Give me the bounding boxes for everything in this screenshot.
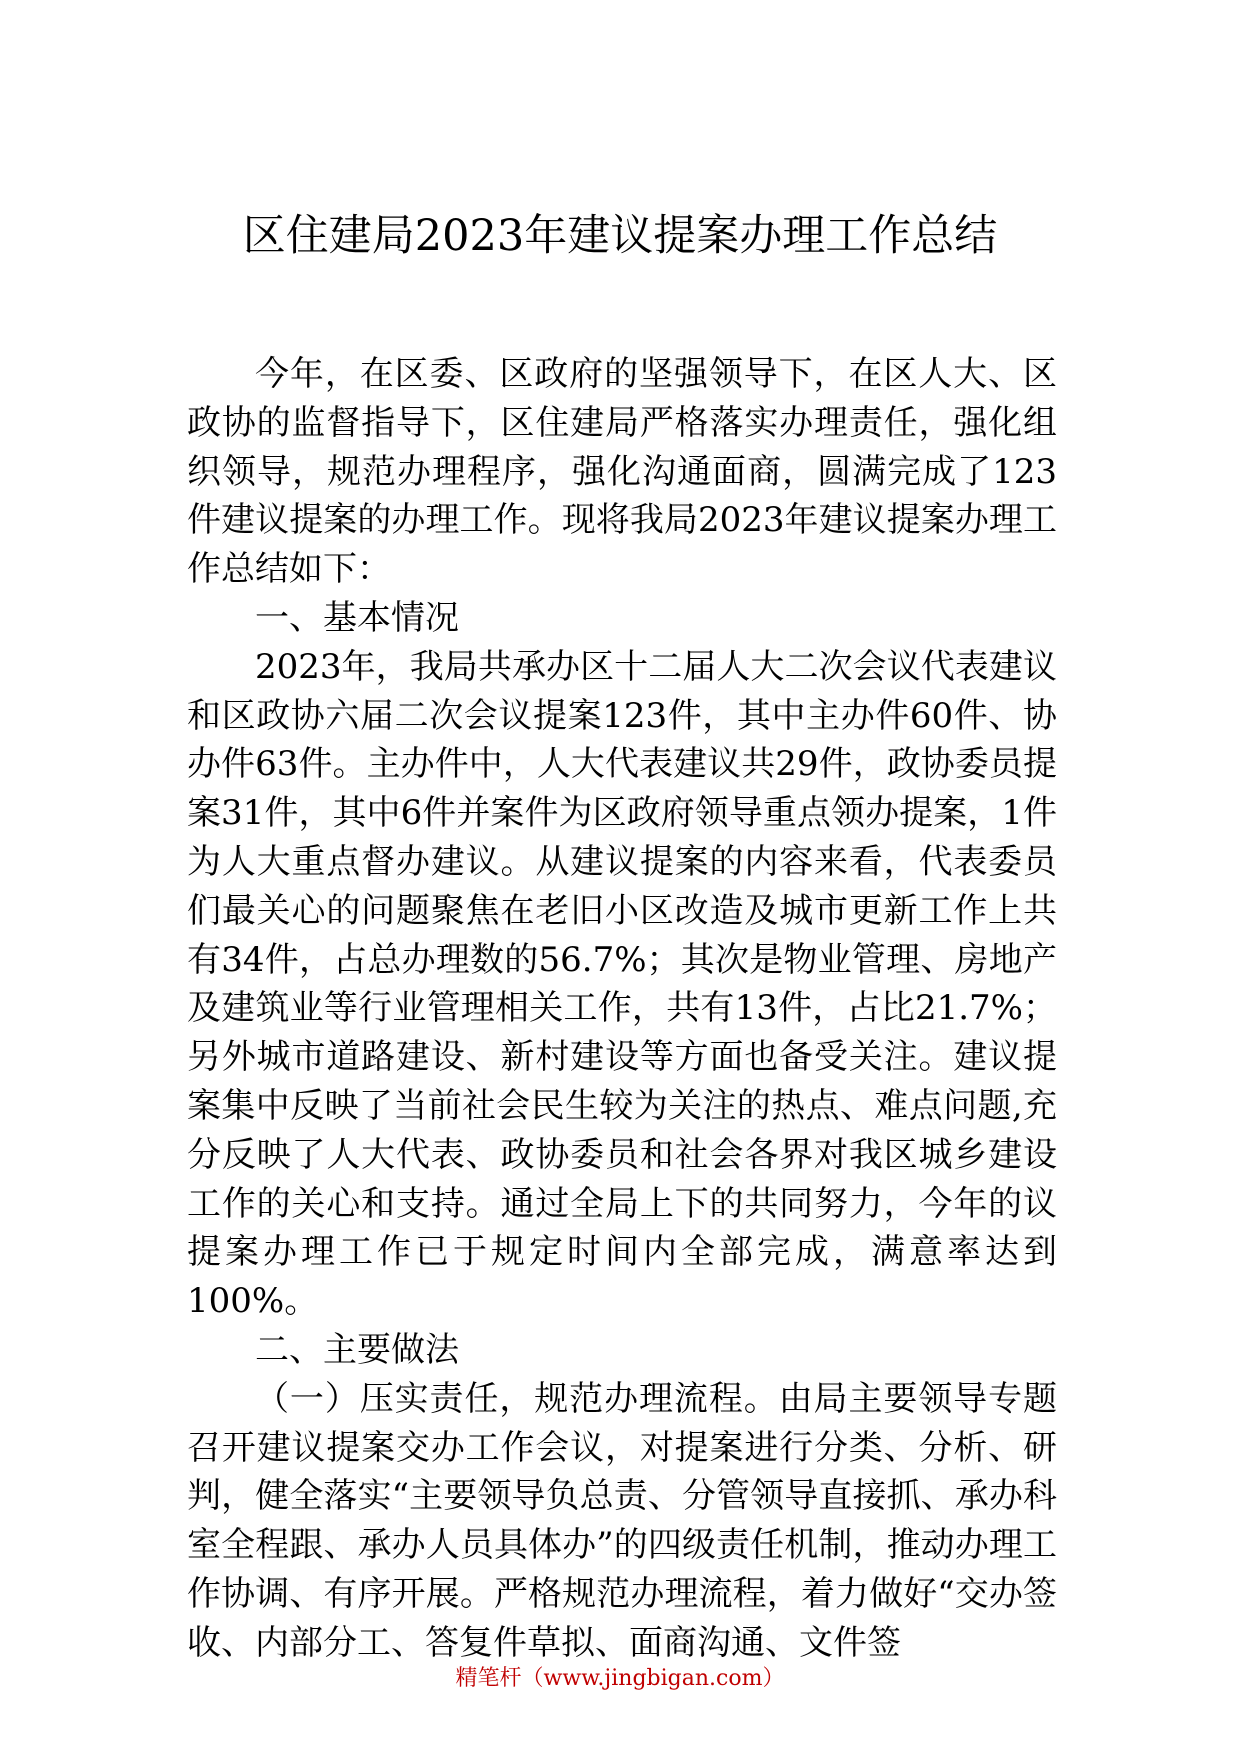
basic-situation-paragraph: 2023年，我局共承办区十二届人大二次会议代表建议和区政协六届二次会议提案123件，其中主办件60件、协办件63件。主办件中，人大代表建议共29件，政协委员提案31件，其中6件并案件为区政府领导重点领办提案，1件为人大重点督办建议。从建议提案的内容来看，代表委员们最关心的问题聚焦在老旧小区改造及城市更新工作上共有34件，占总办理数的56.7%；其次是物业管理、房地产及建筑业等行业管理相关工作，共有13件，占比21.7%；另外城市道路建设、新村建设等方面也备受关注。建议提案集中反映了当前社会民生较为关注的热点、难点问题,充分反映了人大代表、政协委员和社会各界对我区城乡建设工作的关心和支持。通过全局上下的共同努力，今年的议提案办理工作已于规定时间内全部完成，满意率达到100%。 xyxy=(187,646,1057,1322)
document-title: 区住建局2023年建议提案办理工作总结 xyxy=(242,211,998,261)
section-heading-basic-situation: 一、基本情况 xyxy=(255,597,459,638)
intro-paragraph: 今年，在区委、区政府的坚强领导下，在区人大、区政协的监督指导下，区住建局严格落实办理责任，强化组织领导，规范办理程序，强化沟通面商，圆满完成了123件建议提案的办理工作。现将我局2023年建议提案办理工作总结如下： xyxy=(187,354,1057,590)
document-body xyxy=(187,350,1057,1668)
footer-watermark: 精笔杆（www.jingbigan.com） xyxy=(455,1666,785,1691)
main-practices-paragraph: （一）压实责任，规范办理流程。由局主要领导专题召开建议提案交办工作会议，对提案进行分类、分析、研判，健全落实“主要领导负总责、分管领导直接抓、承办科室全程跟、承办人员具体办”的四级责任机制，推动办理工作协调、有序开展。严格规范办理流程，着力做好“交办签收、内部分工、答复件草拟、面商沟通、文件签 xyxy=(187,1378,1057,1663)
section-heading-main-practices: 二、主要做法 xyxy=(255,1329,459,1370)
